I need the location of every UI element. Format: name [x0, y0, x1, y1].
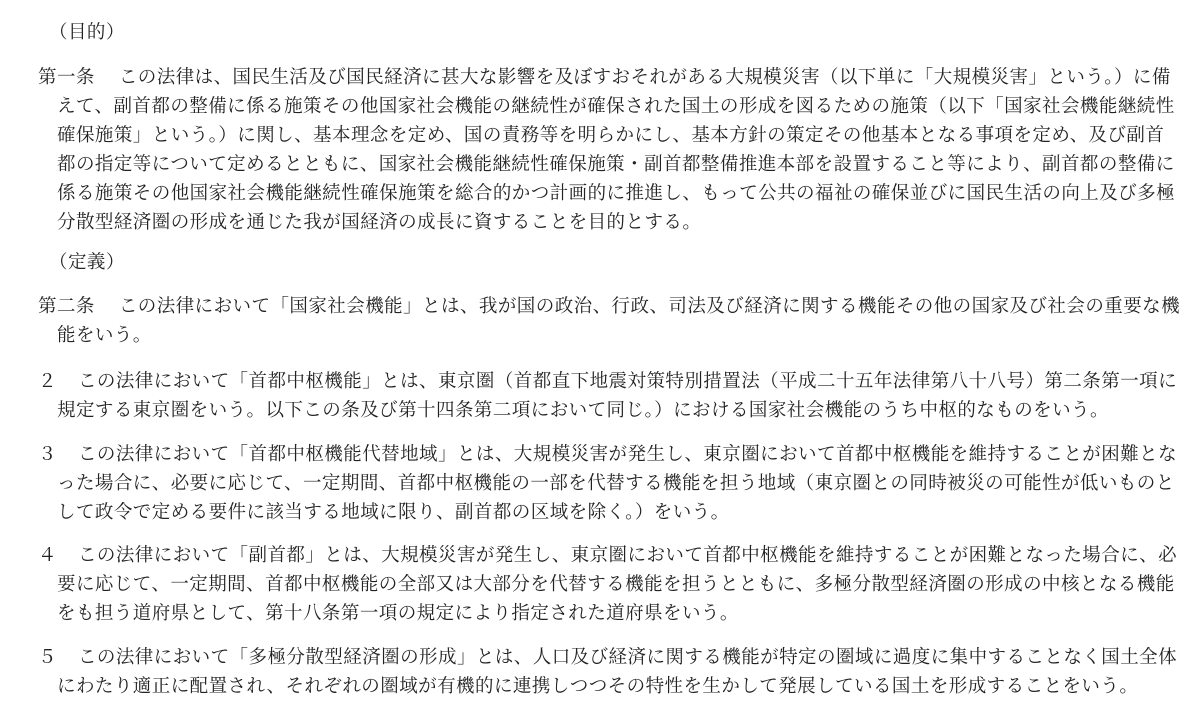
- article-2: [38, 292, 1181, 350]
- paragraph-3-number: ３: [38, 444, 57, 465]
- article-2-paragraph-2: [38, 367, 1178, 425]
- paragraph-3-line-3: して政令で定める要件に該当する地域に限り、副首都の区域を除く。）をいう。: [57, 502, 730, 523]
- article-1-line-1: 第一条 この法律は、国民生活及び国民経済に甚大な影響を及ぼすおそれがある大規模災害（以下単に「大規模災害」という。）に備: [38, 63, 1168, 92]
- paragraph-5-line-1: ５ この法律において「多極分散型経済圏の形成」とは、人口及び経済に関する機能が特定の圏域に過度に集中することなく国土全体: [38, 643, 1168, 672]
- article-1-line-6: 分散型経済圏の形成を通じた我が国経済の成長に資することを目的とする。: [57, 212, 702, 233]
- article-1-line-5: 係る施策その他国家社会機能継続性確保施策を総合的かつ計画的に推進し、もって公共の福祉の確保並びに国民生活の向上及び多極: [57, 183, 1176, 204]
- article-1-line-2: えて、副首都の整備に係る施策その他国家社会機能の継続性が確保された国土の形成を図るための施策（以下「国家社会機能継続性: [57, 96, 1175, 117]
- paragraph-2-line-2: 規定する東京圏をいう。以下この条及び第十四条第二項において同じ。）における国家社会機能のうち中枢的なものをいう。: [57, 400, 1109, 421]
- article-1-number: 第一条: [38, 67, 95, 88]
- article-1-line-4: 都の指定等について定めるとともに、国家社会機能継続性確保施策・副首都整備推進本部を設置すること等により、副首都の整備に: [57, 154, 1175, 175]
- paragraph-3-line-1: ３ この法律において「首都中枢機能代替地域」とは、大規模災害が発生し、東京圏において首都中枢機能を維持することが困難とな: [38, 440, 1168, 469]
- paragraph-4-number: ４: [38, 545, 57, 566]
- article-2-paragraph-4: [38, 541, 1178, 628]
- article-2-number: 第二条: [38, 296, 95, 317]
- paragraph-4-line-3: をも担う道府県として、第十八条第一項の規定により指定された道府県をいう。: [57, 603, 739, 624]
- paragraph-4-line-1: ４ この法律において「副首都」とは、大規模災害が発生し、東京圏において首都中枢機能を維持することが困難となった場合に、必: [38, 541, 1168, 570]
- paragraph-5-number: ５: [38, 647, 57, 668]
- article-2-paragraph-5: [38, 643, 1178, 701]
- article-1-line-3: 確保施策」という。）に関し、基本理念を定め、国の責務等を明らかにし、基本方針の策定その他基本となる事項を定め、及び副首: [57, 125, 1165, 146]
- article-2-line-1: 第二条 この法律において「国家社会機能」とは、我が国の政治、行政、司法及び経済に関する機能その他の国家及び社会の重要な機: [38, 292, 1168, 321]
- article-2-paragraph-3: [38, 440, 1178, 527]
- paragraph-4-line-2: 要に応じて、一定期間、首都中枢機能の全部又は大部分を代替する機能を担うとともに、多極分散型経済圏の形成の中核となる機能: [57, 574, 1175, 595]
- paragraph-2-number: ２: [38, 371, 57, 392]
- article-2-caption: （定義）: [49, 252, 125, 273]
- article-1: [38, 63, 1176, 237]
- article-2-line-2: 能をいう。: [57, 325, 152, 346]
- paragraph-3-line-2: った場合に、必要に応じて、一定期間、首都中枢機能の一部を代替する機能を担う地域（東京圏との同時被災の可能性が低いものと: [57, 473, 1175, 494]
- paragraph-2-line-1: ２ この法律において「首都中枢機能」とは、東京圏（首都直下地震対策特別措置法（平成二十五年法律第八十八号）第二条第一項に: [38, 367, 1168, 396]
- article-1-caption: （目的）: [49, 22, 125, 43]
- paragraph-5-line-2: にわたり適正に配置され、それぞれの圏域が有機的に連携しつつその特性を生かして発展している国土を形成することをいう。: [57, 676, 1139, 697]
